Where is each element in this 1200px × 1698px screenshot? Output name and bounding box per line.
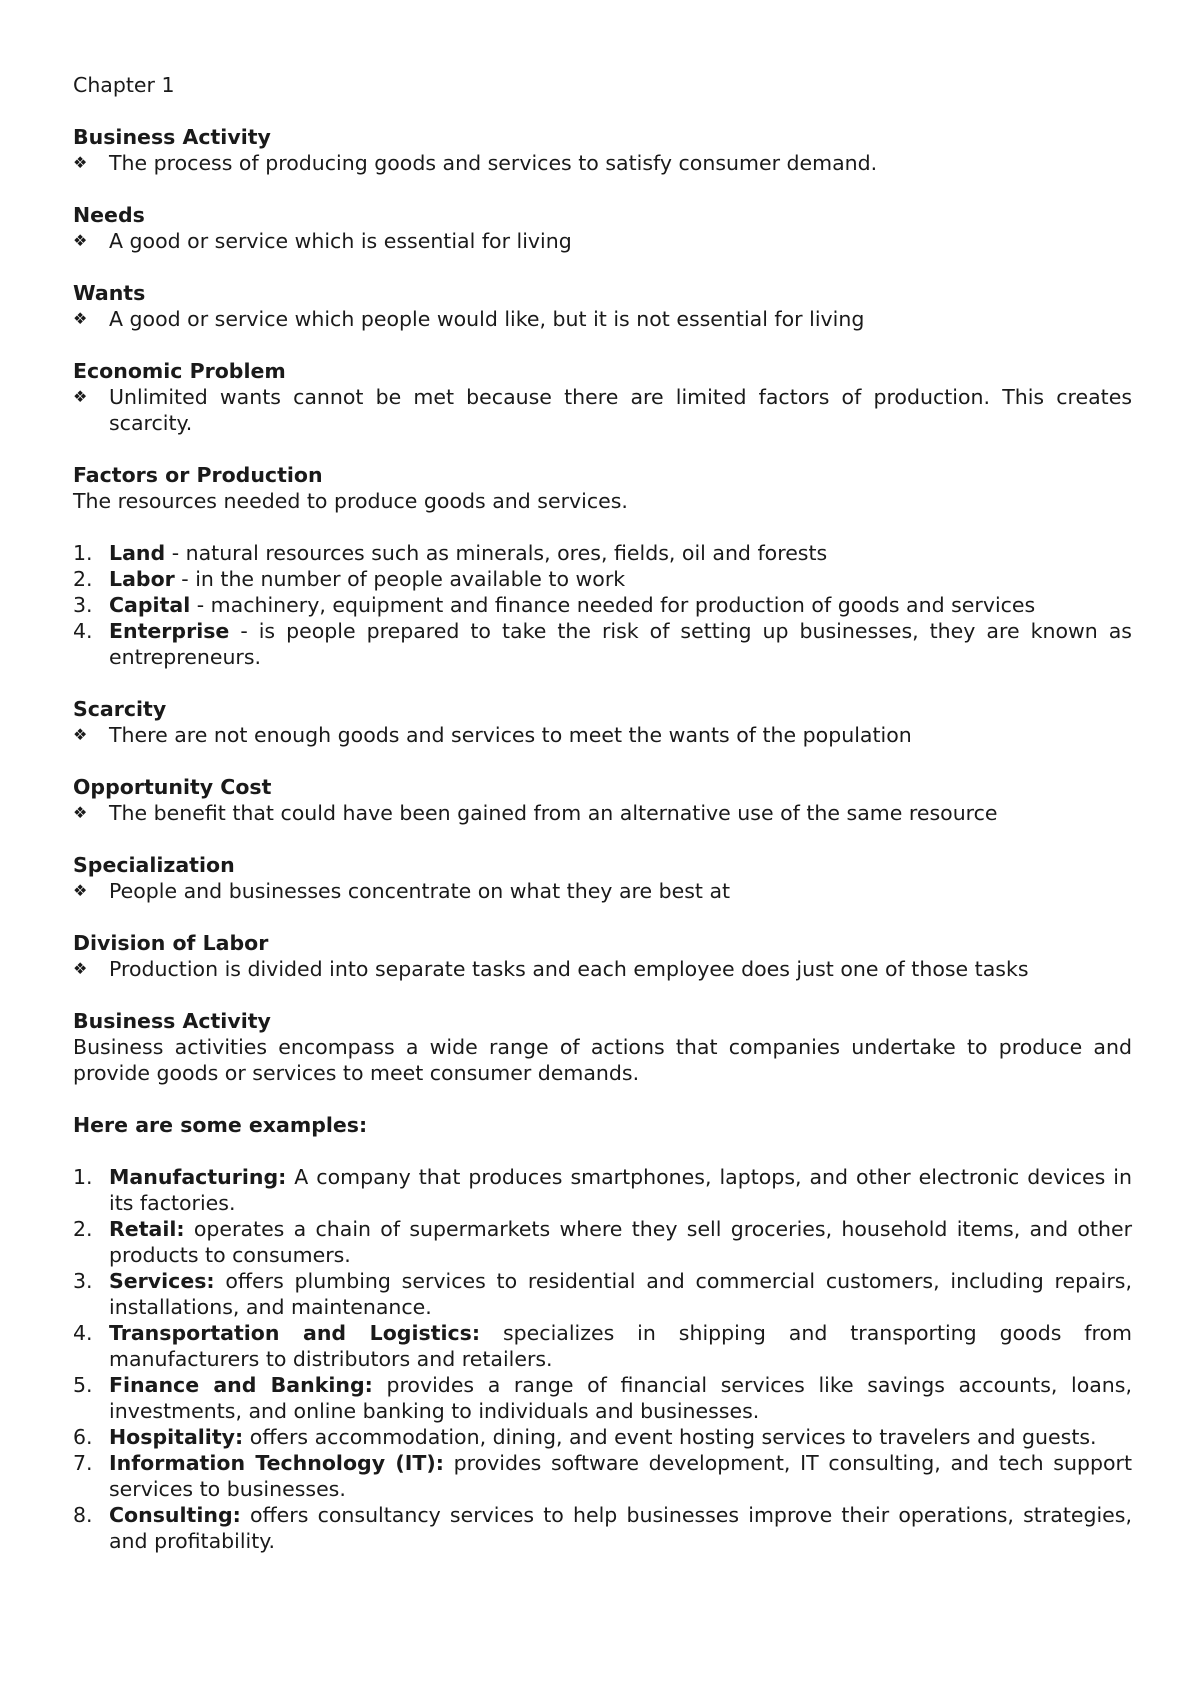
- item-term: Manufacturing:: [109, 1165, 287, 1189]
- list-item: [73, 1450, 1132, 1502]
- item-description: operates a chain of supermarkets where they sell groceries, household items, and other products to consumers.: [109, 1217, 1132, 1267]
- item-description: - in the number of people available to work: [174, 567, 626, 591]
- section-business-activity-detail: [73, 1008, 1132, 1086]
- item-term: Labor: [109, 567, 175, 591]
- item-number: 2.: [73, 1217, 93, 1241]
- item-number: 3.: [73, 593, 93, 617]
- item-term: Land: [109, 541, 166, 565]
- bullet-list: [73, 800, 1132, 826]
- item-term: Services:: [109, 1269, 215, 1293]
- document-page: [73, 72, 1132, 1580]
- item-description: A company that produces smartphones, laptops, and other electronic devices in its factories.: [109, 1165, 1132, 1215]
- definition-section: [73, 280, 1132, 332]
- list-item: [73, 592, 1132, 618]
- item-term: Finance and Banking:: [109, 1373, 373, 1397]
- item-term: Hospitality:: [109, 1425, 244, 1449]
- bullet-list: [73, 228, 1132, 254]
- bullet-item: [73, 878, 1132, 904]
- item-number: 6.: [73, 1425, 93, 1449]
- diamond-bullet-icon: ❖: [73, 309, 88, 328]
- list-item: [73, 1502, 1132, 1554]
- item-number: 1.: [73, 541, 93, 565]
- bullet-list: [73, 878, 1132, 904]
- section-heading: Specialization: [73, 853, 235, 877]
- item-term: Capital: [109, 593, 191, 617]
- section-heading: Scarcity: [73, 697, 167, 721]
- definitions-group-b: [73, 696, 1132, 982]
- list-item: [73, 540, 1132, 566]
- list-item: [73, 566, 1132, 592]
- section-heading: Wants: [73, 281, 146, 305]
- examples-list: [73, 1164, 1132, 1554]
- chapter-title: Chapter 1: [73, 73, 175, 97]
- section-heading: Economic Problem: [73, 359, 286, 383]
- list-item: [73, 1320, 1132, 1372]
- list-item: [73, 1268, 1132, 1320]
- definition-section: [73, 852, 1132, 904]
- bullet-item: [73, 306, 1132, 332]
- bullet-list: [73, 384, 1132, 436]
- item-description: - machinery, equipment and finance needed for production of goods and services: [190, 593, 1036, 617]
- item-number: 7.: [73, 1451, 93, 1475]
- bullet-text: The benefit that could have been gained from an alternative use of the same resource: [109, 801, 998, 825]
- factors-list: [73, 540, 1132, 670]
- definitions-group-a: [73, 124, 1132, 436]
- bullet-text: Unlimited wants cannot be met because there are limited factors of production. This creates scarcity.: [109, 385, 1132, 435]
- item-description: provides a range of financial services like savings accounts, loans, investments, and online banking to individuals and businesses.: [109, 1373, 1133, 1423]
- section-heading: Business Activity: [73, 1009, 271, 1033]
- bullet-item: [73, 800, 1132, 826]
- diamond-bullet-icon: ❖: [73, 725, 88, 744]
- diamond-bullet-icon: ❖: [73, 153, 88, 172]
- definition-section: [73, 358, 1132, 436]
- item-term: Transportation and Logistics:: [109, 1321, 481, 1345]
- diamond-bullet-icon: ❖: [73, 231, 88, 250]
- bullet-text: People and businesses concentrate on what they are best at: [109, 879, 731, 903]
- item-description: provides software development, IT consulting, and tech support services to businesses.: [109, 1451, 1132, 1501]
- section-intro: The resources needed to produce goods and services.: [73, 489, 628, 513]
- list-item: [73, 1164, 1132, 1216]
- item-description: - is people prepared to take the risk of setting up businesses, they are known as entrepreneurs.: [109, 619, 1132, 669]
- item-description: offers consultancy services to help businesses improve their operations, strategies, and profitability.: [109, 1503, 1132, 1553]
- definition-section: [73, 124, 1132, 176]
- bullet-text: There are not enough goods and services to meet the wants of the population: [109, 723, 912, 747]
- bullet-text: A good or service which is essential for living: [109, 229, 572, 253]
- definition-section: [73, 930, 1132, 982]
- bullet-item: [73, 150, 1132, 176]
- item-description: - natural resources such as minerals, ores, fields, oil and forests: [165, 541, 828, 565]
- item-number: 5.: [73, 1373, 93, 1397]
- bullet-list: [73, 956, 1132, 982]
- bullet-item: [73, 384, 1132, 436]
- item-number: 3.: [73, 1269, 93, 1293]
- list-item: [73, 1216, 1132, 1268]
- bullet-item: [73, 228, 1132, 254]
- section-heading: Here are some examples:: [73, 1113, 368, 1137]
- item-term: Enterprise: [109, 619, 230, 643]
- section-examples: [73, 1112, 1132, 1554]
- definition-section: [73, 202, 1132, 254]
- section-factors-of-production: [73, 462, 1132, 670]
- bullet-list: [73, 722, 1132, 748]
- bullet-item: [73, 956, 1132, 982]
- section-heading: Opportunity Cost: [73, 775, 272, 799]
- bullet-item: [73, 722, 1132, 748]
- diamond-bullet-icon: ❖: [73, 803, 88, 822]
- section-heading: Business Activity: [73, 125, 271, 149]
- item-term: Information Technology (IT):: [109, 1451, 444, 1475]
- definition-section: [73, 696, 1132, 748]
- item-term: Retail:: [109, 1217, 185, 1241]
- bullet-list: [73, 306, 1132, 332]
- item-number: 4.: [73, 619, 93, 643]
- item-number: 2.: [73, 567, 93, 591]
- section-heading: Division of Labor: [73, 931, 269, 955]
- section-heading: Factors or Production: [73, 463, 323, 487]
- section-heading: Needs: [73, 203, 145, 227]
- list-item: [73, 1372, 1132, 1424]
- item-description: specializes in shipping and transporting goods from manufacturers to distributors and retailers.: [109, 1321, 1133, 1371]
- item-number: 1.: [73, 1165, 93, 1189]
- bullet-list: [73, 150, 1132, 176]
- bullet-text: The process of producing goods and services to satisfy consumer demand.: [109, 151, 878, 175]
- item-description: offers accommodation, dining, and event hosting services to travelers and guests.: [243, 1425, 1097, 1449]
- section-paragraph: Business activities encompass a wide range of actions that companies undertake to produce and provide goods or services to meet consumer demands.: [73, 1035, 1132, 1085]
- diamond-bullet-icon: ❖: [73, 959, 88, 978]
- item-number: 8.: [73, 1503, 93, 1527]
- definition-section: [73, 774, 1132, 826]
- item-number: 4.: [73, 1321, 93, 1345]
- item-description: offers plumbing services to residential and commercial customers, including repairs, installations, and maintenance.: [109, 1269, 1132, 1319]
- list-item: [73, 1424, 1132, 1450]
- diamond-bullet-icon: ❖: [73, 881, 88, 900]
- item-term: Consulting:: [109, 1503, 241, 1527]
- list-item: [73, 618, 1132, 670]
- bullet-text: A good or service which people would like, but it is not essential for living: [109, 307, 865, 331]
- diamond-bullet-icon: ❖: [73, 387, 88, 406]
- bullet-text: Production is divided into separate tasks and each employee does just one of those tasks: [109, 957, 1029, 981]
